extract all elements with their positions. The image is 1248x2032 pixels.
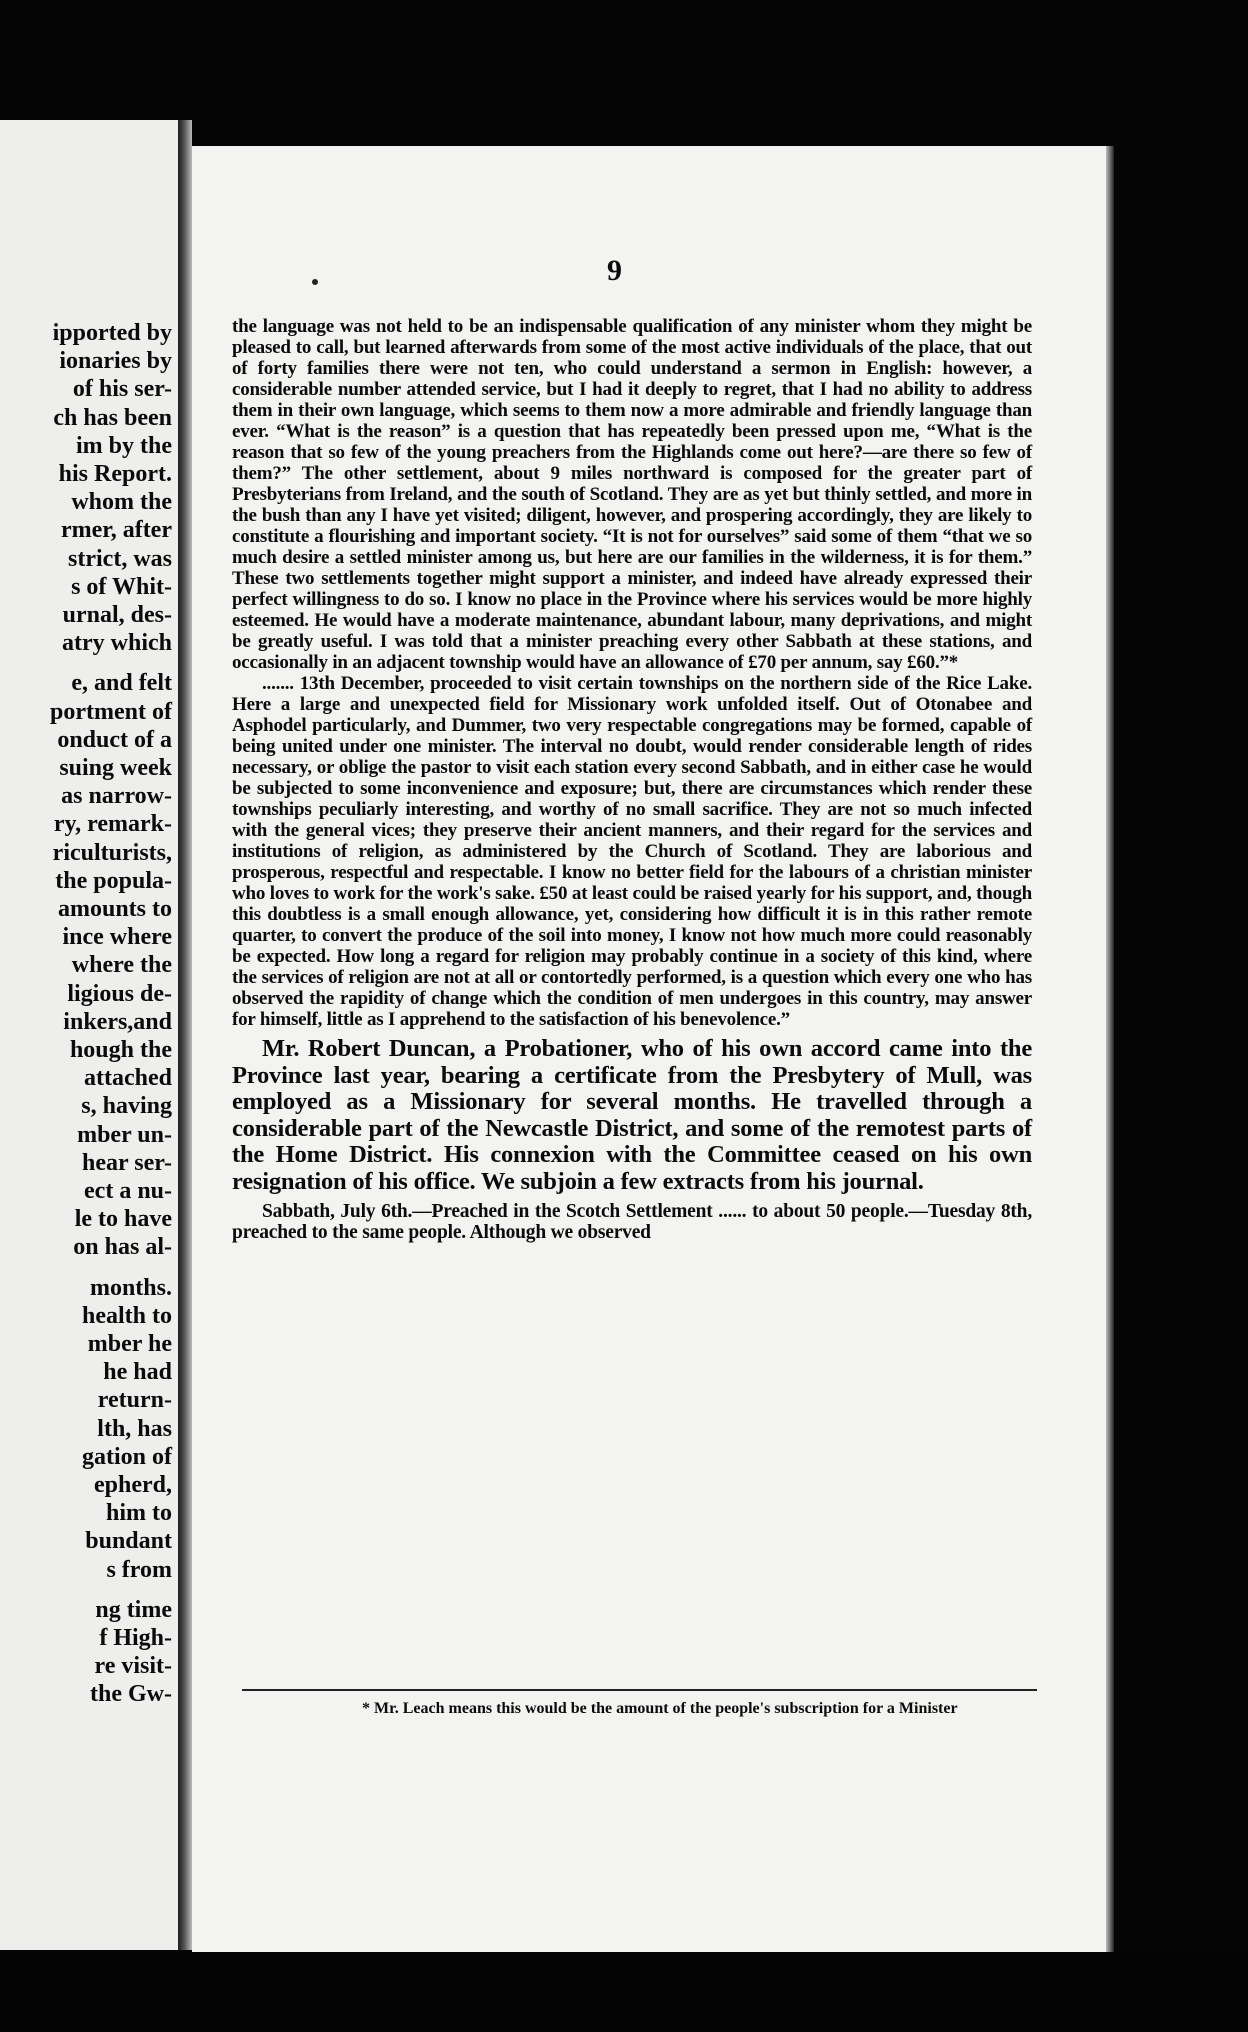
left-page-line: inkers,and xyxy=(63,1008,172,1035)
left-page-line: suing week xyxy=(59,755,172,781)
left-page-line: him to xyxy=(106,1500,172,1527)
page-edge-shadow xyxy=(1106,146,1114,1952)
paragraph-sabbath: Sabbath, July 6th.—Preached in the Scotch Settlement ...... to about 50 people.—Tuesday 8th, preached to the same people. Although we observed xyxy=(232,1201,1032,1243)
left-page-line: ch has been xyxy=(53,404,172,431)
left-page-line: the Gw- xyxy=(90,1681,172,1708)
left-page-line: re visit- xyxy=(94,1653,172,1680)
paragraph-december: ....... 13th December, proceeded to visit certain townships on the northern side of the Rice Lake. Here a large and unexpected field for Missionary work unfolded itself. Out of Otonabee and Asphodel particularly, and Dummer, two very respectable congregations may be formed, capable of being united under one minister. The interval no doubt, would render considerable length of rides necessary, or oblige the pastor to visit each station every second Sabbath, and in either case he would be subjected to some inconvenience and exposure; but, there are circumstances which render these townships peculiarly interesting, and worthy of no small sacrifice. They are not so much infected with the general vices; they preserve their ancient manners, and their regard for the services and institutions of religion, as administered by the Church of Scotland. They are laborious and prosperous, respectful and respectable. I know no better field for the labours of a christian minister who loves to work for the work's sake. £50 at least could be raised yearly for his support, and, though this doubtless is a small enough allowance, yet, considering how difficult it is in this rather remote quarter, to convert the produce of the soil into money, I know not how much more could reasonably be expected. How long a regard for religion may probably continue in a society of this kind, where the services of religion are not at all or contortedly performed, is a question which every one who has observed the rapidity of change which the condition of men undergoes in this country, may answer for himself, little as I apprehend to the satisfaction of his benevolence.” xyxy=(232,673,1032,1030)
left-page-fragment xyxy=(0,120,178,1950)
left-page-line: f High- xyxy=(99,1625,172,1651)
left-page-line: ect a nu- xyxy=(84,1178,172,1204)
left-page-line: the popula- xyxy=(55,867,172,894)
left-page-line: ng time xyxy=(95,1596,172,1623)
page-number: 9 xyxy=(607,254,622,287)
left-page-line: le to have xyxy=(74,1206,172,1233)
left-page-line: gation of xyxy=(82,1443,172,1470)
left-page-line: months. xyxy=(89,1274,172,1301)
left-page-line: as narrow- xyxy=(61,783,172,810)
left-page-line: his Report. xyxy=(58,461,172,487)
left-page-line: epherd, xyxy=(94,1472,172,1498)
left-page-line: portment of xyxy=(50,698,172,725)
left-page-line: ligious de- xyxy=(67,980,172,1007)
left-page-line: ionaries by xyxy=(59,348,172,375)
left-page-line: lth, has xyxy=(97,1415,172,1442)
left-page-line: attached xyxy=(84,1065,172,1092)
left-page-line: mber he xyxy=(87,1331,172,1357)
left-page-line: health to xyxy=(82,1302,172,1329)
left-page-line: urnal, des- xyxy=(62,602,172,628)
left-page-line: bundant xyxy=(85,1528,172,1555)
left-page-line: on has al- xyxy=(73,1234,172,1261)
left-page-line: im by the xyxy=(76,432,172,459)
left-page-line: ry, remark- xyxy=(53,811,172,838)
left-page-line: atry which xyxy=(62,630,172,657)
left-page-line: of his ser- xyxy=(72,376,172,403)
left-page-line: e, and felt xyxy=(71,670,172,697)
left-page-line: whom the xyxy=(71,489,172,516)
left-page-line: strict, was xyxy=(68,545,172,572)
left-page-line: return- xyxy=(97,1387,172,1414)
body-text xyxy=(232,316,1032,1243)
left-page-line: hear ser- xyxy=(82,1149,172,1176)
book-spine xyxy=(178,120,192,1950)
left-page-line: where the xyxy=(71,952,172,979)
left-page-line: s of Whit- xyxy=(71,573,172,600)
left-page-line: ince where xyxy=(62,924,172,951)
left-page-line: ipported by xyxy=(52,320,172,346)
footnote-rule xyxy=(242,1689,1037,1691)
left-page-line: mber un- xyxy=(77,1121,172,1148)
footnote: * Mr. Leach means this would be the amount of the people's subscription for a Minister xyxy=(362,1700,958,1717)
paragraph-continuation: the language was not held to be an indispensable qualification of any minister whom they might be pleased to call, but learned afterwards from some of the most active individuals of the place, that out of forty families there were not ten, who could understand a sermon in English: however, a considerable number attended service, but I had it deeply to regret, that I had no ability to address them in their own language, which seems to them now a more admirable and friendly language than ever. “What is the reason” is a question that has repeatedly been pressed upon me, “What is the reason that so few of the young preachers from the Highlands come out here?—are there so few of them?” The other settlement, about 9 miles northward is composed for the greater part of Presbyterians from Ireland, and the south of Scotland. They are as yet but thinly settled, and more in the bush than any I have yet visited; diligent, however, and prospering accordingly, they are likely to constitute a flourishing and important society. “It is not for ourselves” said some of them “that we so much desire a settled minister among us, but here are our families in the wilderness, it is for them.” These two settlements together might support a minister, and indeed have already expressed their perfect willingness to do so. I know no place in the Province where his services would be more highly esteemed. He would have a moderate maintenance, abundant labour, many deprivations, and might be greatly useful. I was told that a minister preaching every other Sabbath at these stations, and occasionally in an adjacent township would have an allowance of £70 per annum, say £60.”* xyxy=(232,316,1032,673)
scan-border xyxy=(0,1952,1248,2032)
right-page xyxy=(192,146,1106,1952)
left-page-line: rmer, after xyxy=(60,517,172,544)
paragraph-robert-duncan: Mr. Robert Duncan, a Probationer, who of his own accord came into the Province last year, bearing a certificate from the Presbytery of Mull, was employed as a Missionary for several months. He travelled through a considerable part of the Newcastle District, and some of the remotest parts of the Home District. His connexion with the Committee ceased on his own resignation of his office. We subjoin a few extracts from his journal. xyxy=(232,1035,1032,1195)
ink-dot xyxy=(312,279,318,285)
left-page-line: amounts to xyxy=(57,896,172,922)
left-page-line: hough the xyxy=(69,1037,172,1063)
left-page-line: onduct of a xyxy=(57,726,172,753)
left-page-line: he had xyxy=(103,1359,172,1386)
left-page-line: s, having xyxy=(81,1093,172,1120)
left-page-line: riculturists, xyxy=(52,839,172,866)
left-page-line: s from xyxy=(106,1556,172,1583)
